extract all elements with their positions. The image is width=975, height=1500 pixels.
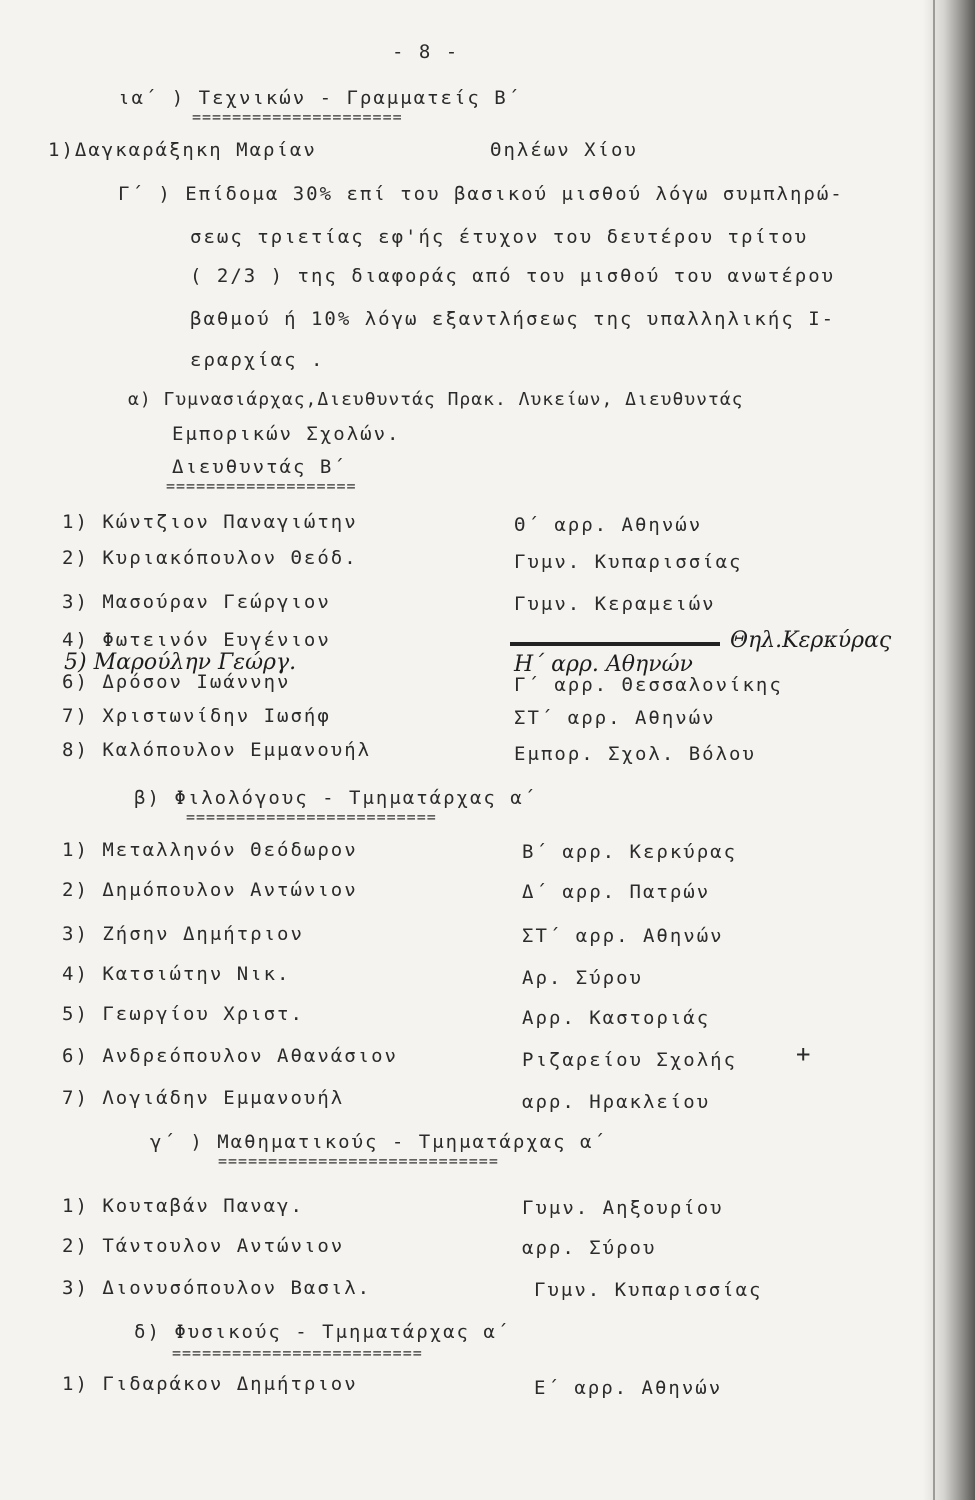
paragraph-line: εραρχίας . — [190, 349, 325, 371]
row-name: 4) Φωτεινόν Ευγένιον — [62, 629, 331, 651]
row-name: 1) Κουταβάν Παναγ. — [62, 1195, 304, 1217]
row-name: 1) Κώντζιον Παναγιώτην — [62, 511, 358, 533]
page-edge-line — [933, 0, 935, 1500]
section-rule-gamma: ============================ — [218, 1152, 499, 1170]
section-rule-delta: ========================= — [172, 1344, 423, 1362]
paragraph-line: ( 2/3 ) της διαφοράς από του μισθού του ανωτέρου — [190, 265, 836, 287]
row-name: 1) Γιδαράκον Δημήτριον — [62, 1373, 358, 1395]
subsection-subtitle: Διευθυντάς Β΄ — [172, 456, 347, 478]
handwritten-row-place: Η΄ αρρ. Αθηνών — [514, 652, 693, 677]
row-place: Ριζαρείου Σχολής — [522, 1049, 738, 1071]
row-place: Εμπορ. Σχολ. Βόλου — [514, 743, 756, 765]
handwritten-row-name: 5) Μαρούλην Γεώργ. — [64, 650, 297, 675]
row-name: 2) Κυριακόπουλον Θεόδ. — [62, 547, 358, 569]
row-name: 5) Γεωργίου Χριστ. — [62, 1003, 304, 1025]
subsection-heading-cont: Εμπορικών Σχολών. — [172, 423, 401, 445]
section-rule-ia: ===================== — [192, 108, 403, 126]
row-name: 3) Ζήσην Δημήτριον — [62, 923, 304, 945]
handwritten-place: Θηλ.Κερκύρας — [730, 628, 892, 653]
crossed-out-text — [510, 642, 720, 646]
paragraph-line: Γ΄ ) Επίδομα 30% επί του βασικού μισθού λόγω συμπληρώ- — [118, 183, 844, 205]
row-name: 3) Διονυσόπουλον Βασιλ. — [62, 1277, 372, 1299]
row-place: ΣΤ΄ αρρ. Αθηνών — [514, 707, 716, 729]
row-name: 6) Δρόσον Ιωάννην — [62, 671, 291, 693]
row-name: 6) Ανδρεόπουλον Αθανάσιον — [62, 1045, 398, 1067]
page-edge-shadow — [923, 0, 975, 1500]
row-name: 1)Δαγκαράξηκη Μαρίαν — [48, 139, 317, 161]
row-place: Γυμν. Κυπαρισσίας — [534, 1279, 763, 1301]
row-name: 4) Κατσιώτην Νικ. — [62, 963, 291, 985]
subsection-heading: α) Γυμνασιάρχας,Διευθυντάς Πρακ. Λυκείων, Διευθυντάς — [128, 389, 744, 410]
handwritten-plus-mark: + — [796, 1040, 811, 1068]
row-name: 8) Καλόπουλον Εμμανουήλ — [62, 739, 372, 761]
section-title-delta: δ) Φυσικούς - Τμηματάρχας α΄ — [134, 1321, 511, 1343]
section-title-ia: ια΄ ) Τεχνικών - Γραμματείς Β΄ — [118, 87, 522, 109]
row-place: Αρρ. Καστοριάς — [522, 1007, 711, 1029]
row-name: 3) Μασούραν Γεώργιον — [62, 591, 331, 613]
paragraph-line: βαθμού ή 10% λόγω εξαντλήσεως της υπαλληλικής Ι- — [190, 308, 836, 330]
page-number: - 8 - — [392, 41, 460, 63]
row-place: Γυμν. Κυπαρισσίας — [514, 551, 743, 573]
row-name: 7) Χριστωνίδην Ιωσήφ — [62, 705, 331, 727]
row-name: 2) Τάντουλον Αντώνιον — [62, 1235, 345, 1257]
row-place: Αρ. Σύρου — [522, 967, 643, 989]
row-place: Γυμν. Κεραμειών — [514, 593, 716, 615]
section-title-gamma: γ΄ ) Μαθηματικούς - Τμηματάρχας α΄ — [150, 1131, 607, 1153]
row-place: Β΄ αρρ. Κερκύρας — [522, 841, 738, 863]
row-place: Θηλέων Χίου — [490, 139, 638, 161]
section-rule-beta: ========================= — [186, 808, 437, 826]
paragraph-line: σεως τριετίας εφ'ής έτυχον του δευτέρου τρίτου — [190, 226, 809, 248]
row-name: 7) Λογιάδην Εμμανουήλ — [62, 1087, 345, 1109]
row-place: ΣΤ΄ αρρ. Αθηνών — [522, 925, 724, 947]
row-name: 2) Δημόπουλον Αντώνιον — [62, 879, 358, 901]
row-place: αρρ. Σύρου — [522, 1237, 657, 1259]
row-place: Γ΄ αρρ. Θεσσαλονίκης — [514, 674, 783, 696]
row-place: αρρ. Ηρακλείου — [522, 1091, 711, 1113]
row-place: Θ΄ αρρ. Αθηνών — [514, 514, 703, 536]
subsection-rule: =================== — [166, 477, 357, 495]
row-place: Δ΄ αρρ. Πατρών — [522, 881, 711, 903]
row-place: Ε΄ αρρ. Αθηνών — [534, 1377, 723, 1399]
row-place: Γυμν. Αηξουρίου — [522, 1197, 724, 1219]
row-name: 1) Μεταλληνόν Θεόδωρον — [62, 839, 358, 861]
section-title-beta: β) Φιλολόγους - Τμηματάρχας α΄ — [134, 787, 538, 809]
